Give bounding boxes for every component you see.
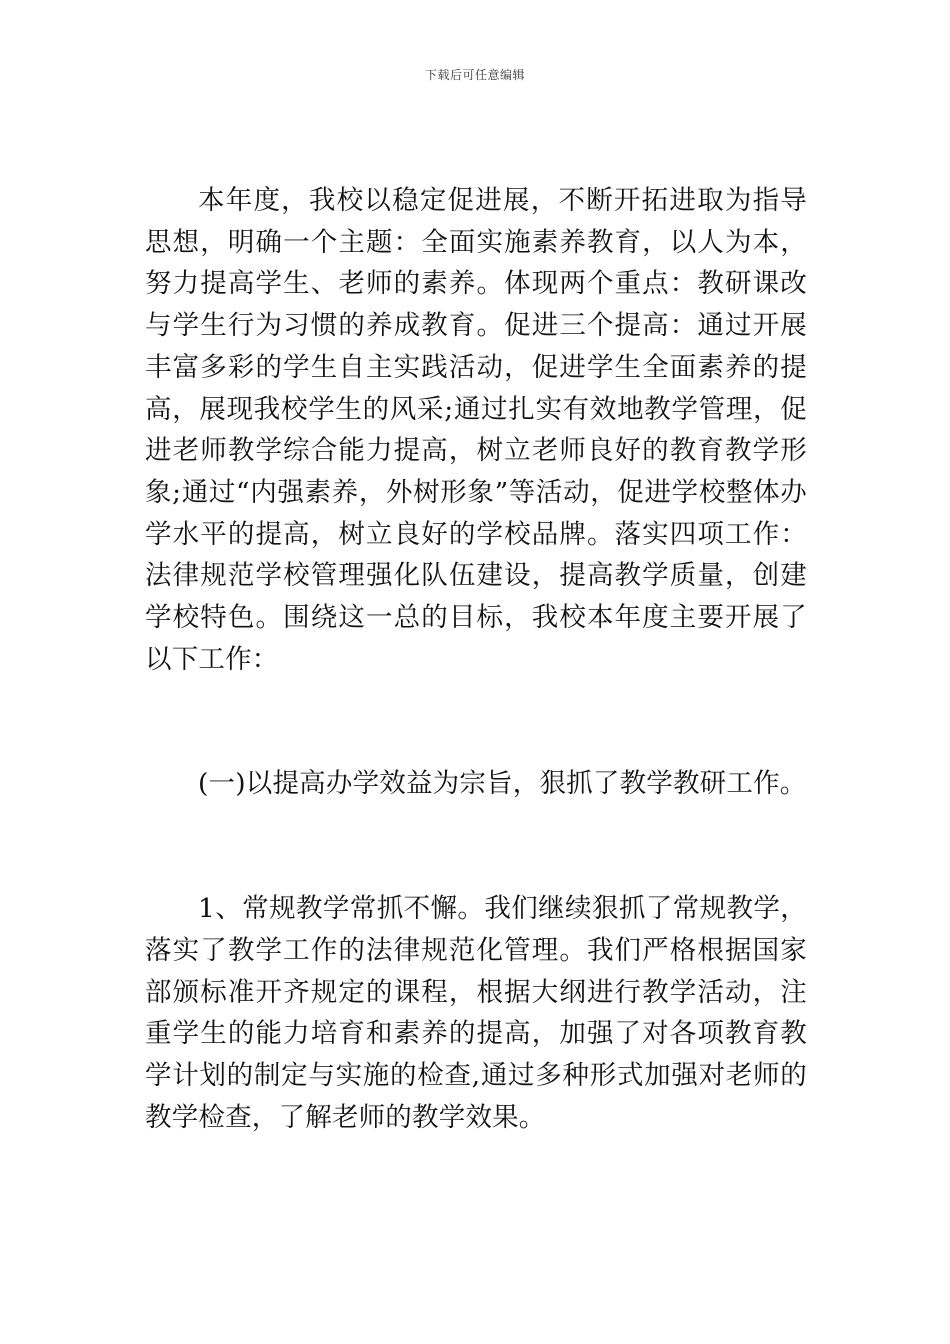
document-body	[145, 180, 807, 1138]
paragraph-section-heading: (一)以提高办学效益为宗旨，狠抓了教学教研工作。	[198, 768, 807, 800]
paragraph-routine-teaching: 1、常规教学常抓不懈。我们继续狠抓了常规教学，落实了教学工作的法律规范化管理。我们严格根据国家部颁标准开齐规定的课程，根据大纲进行教学活动，注重学生的能力培育和素养的提高，加强了对各项教育教学计划的制定与实施的检查,通过多种形式加强对老师的教学检查，了解老师的教学效果。	[145, 893, 807, 1133]
paragraph-intro: 本年度，我校以稳定促进展，不断开拓进取为指导思想，明确一个主题：全面实施素养教育，以人为本，努力提高学生、老师的素养。体现两个重点：教研课改与学生行为习惯的养成教育。促进三个提高：通过开展丰富多彩的学生自主实践活动，促进学生全面素养的提高，展现我校学生的风采;通过扎实有效地教学管理，促进老师教学综合能力提高，树立老师良好的教育教学形象;通过“内强素养，外树形象”等活动，促进学校整体办学水平的提高，树立良好的学校品牌。落实四项工作：法律规范学校管理强化队伍建设，提高教学质量，创建学校特色。围绕这一总的目标，我校本年度主要开展了以下工作：	[145, 185, 807, 675]
page-header: 下载后可任意编辑	[424, 68, 525, 82]
